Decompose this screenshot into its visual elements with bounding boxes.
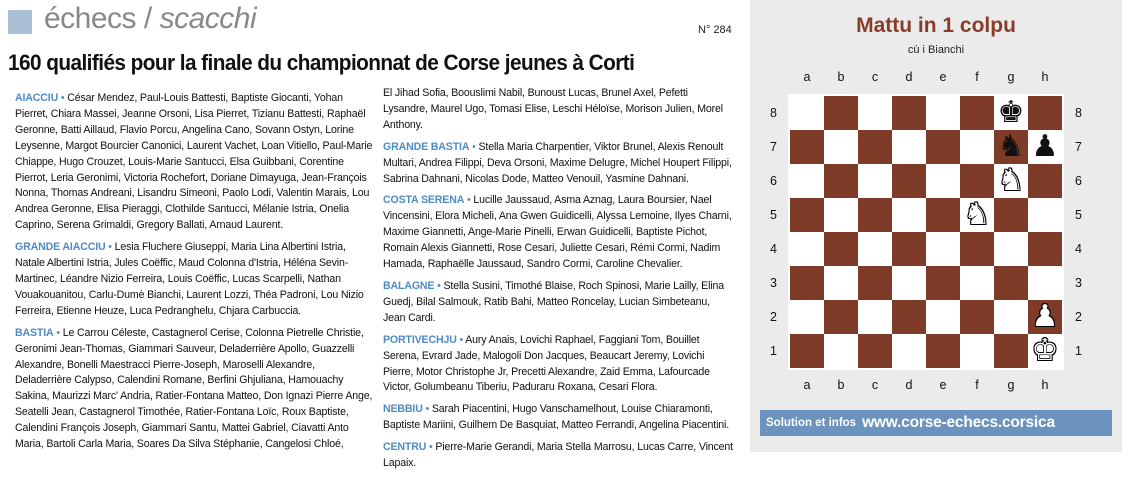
- file-label: b: [837, 70, 845, 84]
- square-g8[interactable]: [994, 96, 1028, 130]
- square-f4[interactable]: [960, 232, 994, 266]
- bullet-icon: •: [469, 140, 479, 153]
- article-column-2: [383, 86, 733, 478]
- square-h5[interactable]: [1028, 198, 1062, 232]
- chess-board: [790, 96, 1062, 368]
- rank-label: 6: [770, 174, 777, 188]
- file-label: a: [803, 70, 811, 84]
- square-h8[interactable]: [1028, 96, 1062, 130]
- region-paragraph: [383, 279, 733, 327]
- square-e5[interactable]: [926, 198, 960, 232]
- square-b6[interactable]: [824, 164, 858, 198]
- bullet-icon: •: [426, 441, 436, 454]
- player-list: Aury Anais, Lovichi Raphael, Faggiani Tom, Bouillet Serena, Evrard Jade, Malogoli Don Jacques, Beaucart Jeremy, Lovichi Pierre, Motor Christophe Jr, Precetti Alexandre, Zaid Emma, Lafourcade Victor, Golumbeanu Tiberiu, Paduraru Roxana, Cesari Flora.: [383, 333, 710, 394]
- bullet-icon: •: [464, 194, 474, 207]
- player-list: Stella Maria Charpentier, Viktor Brunel, Alexis Renoult Multari, Andrea Filippi, Deva Orsoni, Maxime Delugre, Michel Houpert Filippi, Sabrina Dahnani, Nicolas Dode, Matteo Venouil, Yasmine Dahnani.: [383, 140, 732, 185]
- square-g2[interactable]: [994, 300, 1028, 334]
- square-c4[interactable]: [858, 232, 892, 266]
- footer-label: Solution et infos: [766, 417, 857, 429]
- square-f8[interactable]: [960, 96, 994, 130]
- rank-label: 5: [770, 208, 777, 222]
- chess-puzzle-panel: [750, 0, 1122, 452]
- square-f2[interactable]: [960, 300, 994, 334]
- square-d6[interactable]: [892, 164, 926, 198]
- square-a8[interactable]: [790, 96, 824, 130]
- file-label: e: [939, 378, 947, 392]
- rank-label: 4: [770, 242, 777, 256]
- square-e2[interactable]: [926, 300, 960, 334]
- square-g3[interactable]: [994, 266, 1028, 300]
- square-a6[interactable]: [790, 164, 824, 198]
- square-f7[interactable]: [960, 130, 994, 164]
- region-paragraph: [383, 402, 733, 434]
- issue-number: N° 284: [698, 24, 732, 36]
- square-e8[interactable]: [926, 96, 960, 130]
- region-name: PORTIVECHJU: [383, 333, 457, 346]
- player-list: El Jihad Sofia, Boouslimi Nabil, Bunoust Lucas, Brunel Axel, Pefetti Lysandre, Maurel Ugo, Tomasi Elise, Leschi Héloïse, Morison Julien, Morel Anthony.: [383, 87, 723, 131]
- square-b7[interactable]: [824, 130, 858, 164]
- square-b5[interactable]: [824, 198, 858, 232]
- square-c3[interactable]: [858, 266, 892, 300]
- square-e6[interactable]: [926, 164, 960, 198]
- region-name: COSTA SERENA: [383, 194, 465, 207]
- square-a5[interactable]: [790, 198, 824, 232]
- file-label: d: [905, 70, 913, 84]
- file-label: h: [1041, 378, 1049, 392]
- header-square-icon: [8, 10, 32, 34]
- square-d4[interactable]: [892, 232, 926, 266]
- file-label: b: [837, 378, 845, 392]
- square-g5[interactable]: [994, 198, 1028, 232]
- region-paragraph: [383, 86, 733, 134]
- region-paragraph: [15, 91, 373, 234]
- square-e4[interactable]: [926, 232, 960, 266]
- square-e7[interactable]: [926, 130, 960, 164]
- file-label: d: [905, 378, 913, 392]
- region-paragraph: [383, 440, 733, 472]
- section-title-main: échecs /: [44, 2, 152, 35]
- rank-label: 3: [1075, 276, 1082, 290]
- file-label: a: [803, 378, 811, 392]
- file-labels-bottom: [790, 378, 1062, 392]
- rank-label: 7: [770, 140, 777, 154]
- puzzle-subtitle: cù i Bianchi: [907, 44, 965, 56]
- square-c2[interactable]: [858, 300, 892, 334]
- square-a2[interactable]: [790, 300, 824, 334]
- section-title: [44, 2, 256, 36]
- rank-labels-left: [770, 96, 777, 368]
- square-d1[interactable]: [892, 334, 926, 368]
- player-list: Lesia Fluchere Giuseppi, Maria Lina Albertini Istria, Natale Albertini Istria, Jules Coëffic, Maud Colonna d'Istria, Héléna Sevin-Martinec, Léandre Nizio Ferreira, Louis Coëffic, Lucas Scarpelli, Nathan Vouakouanitou, Carlu-Dumè Bianchi, Laurent Lozzi, Théa Padroni, Lou Nizio Ferreira, Etienne Heuze, Luca Pedranghelu, Chjara Carbuccia.: [15, 241, 364, 317]
- rank-label: 4: [1075, 242, 1082, 256]
- square-d3[interactable]: [892, 266, 926, 300]
- square-a4[interactable]: [790, 232, 824, 266]
- region-paragraph: [15, 240, 373, 320]
- square-e1[interactable]: [926, 334, 960, 368]
- file-labels-top: [790, 70, 1062, 84]
- white-knight-icon[interactable]: ♞: [963, 197, 991, 232]
- region-paragraph: [15, 326, 373, 453]
- black-pawn-icon[interactable]: ♟: [1031, 129, 1059, 164]
- rank-label: 6: [1075, 174, 1082, 188]
- file-label: f: [975, 378, 979, 392]
- square-f6[interactable]: [960, 164, 994, 198]
- rank-label: 2: [1075, 310, 1082, 324]
- square-f3[interactable]: [960, 266, 994, 300]
- file-label: c: [871, 378, 879, 392]
- square-h6[interactable]: [1028, 164, 1062, 198]
- square-h4[interactable]: [1028, 232, 1062, 266]
- square-f1[interactable]: [960, 334, 994, 368]
- square-c7[interactable]: [858, 130, 892, 164]
- rank-label: 7: [1075, 140, 1082, 154]
- bullet-icon: •: [58, 92, 68, 104]
- square-d7[interactable]: [892, 130, 926, 164]
- square-d2[interactable]: [892, 300, 926, 334]
- file-label: f: [975, 70, 979, 84]
- rank-label: 3: [770, 276, 777, 290]
- square-b4[interactable]: [824, 232, 858, 266]
- player-list: Stella Susini, Timothé Blaise, Roch Spinosi, Marie Lailly, Elina Guedj, Bilal Salmouk, Ratib Bahi, Matteo Roncelay, Lucian Simbeteanu, Jean Cardi.: [383, 279, 724, 324]
- player-list: César Mendez, Paul-Louis Battesti, Baptiste Giocanti, Yohan Pierret, Chiara Massei, Jeanne Orsoni, Lisa Pierret, Tizianu Battesti, Raphaël Geronne, Batti Aillaud, Flavio Porcu, Angelina Cano, Sovann Ostyn, Lorine Leysenne, Margot Bourcier Canonici, Laurent Vachet, Loan Vitiello, Paul-Marie Chiappe, Hugo Crouzet, Louis-Marie Santucci, Elsa Guibbani, Corentine Pierrot, Leria Geronimi, Victoria Rochefort, Doriane Dimayuga, Jean-François Nonna, Thomas Andreani, Lisandru Simeoni, Paolo Lodi, Valentin Marais, Lou Andrea Geronne, Elisa Pieraggi, Clothilde Santucci, Mélanie Istria, Onelia Caprino, Serena Grimaldi, Gregory Ballati, Arnaud Laurent.: [15, 92, 373, 232]
- square-c6[interactable]: [858, 164, 892, 198]
- bullet-icon: •: [456, 333, 466, 346]
- region-name: GRANDE BASTIA: [383, 140, 470, 153]
- region-paragraph: [383, 193, 733, 273]
- region-name: BASTIA: [15, 326, 54, 339]
- bullet-icon: •: [105, 241, 115, 254]
- file-label: g: [1007, 378, 1015, 392]
- square-h2[interactable]: [1028, 300, 1062, 334]
- solution-footer: [760, 410, 1112, 436]
- region-paragraph: [383, 140, 733, 188]
- white-knight-icon[interactable]: ♞: [997, 163, 1025, 198]
- black-knight-icon[interactable]: ♞: [997, 129, 1025, 164]
- rank-label: 5: [1075, 208, 1082, 222]
- file-label: h: [1041, 70, 1049, 84]
- square-g4[interactable]: [994, 232, 1028, 266]
- square-b2[interactable]: [824, 300, 858, 334]
- square-d8[interactable]: [892, 96, 926, 130]
- file-label: e: [939, 70, 947, 84]
- square-c5[interactable]: [858, 198, 892, 232]
- square-b3[interactable]: [824, 266, 858, 300]
- puzzle-title: Mattu in 1 colpu: [856, 14, 1016, 37]
- bullet-icon: •: [434, 279, 444, 292]
- player-list: Le Carrou Céleste, Castagnerol Cerise, Colonna Pietrelle Christie, Geronimi Jean-Thomas, Giammari Sauveur, Deladerrière Apollo, Guazzelli Alexandre, Bonelli Maestracci Pierre-Joseph, Maroselli Alexandre, Deladerrière Calypso, Calendini Romane, Berfini Ghjuliana, Hamouachy Sakina, Maurizzi Marc' Andria, Ratier-Fontana Matteo, Don Ignazi Pierre Ange, Seatelli Jean, Castagnerol Timothée, Ratier-Fontana Loïc, Roux Baptiste, Calendini François Joseph, Giammari Santu, Mattei Gabriel, Ciavatti Anto Maria, Bartoli Carla Maria, Soares Da Silva Stéphanie, Cangelosi Chloé,: [15, 326, 373, 451]
- player-list: Sarah Piacentini, Hugo Vanschamelhout, Louise Chiaramonti, Baptiste Mariini, Guilhem De Basquiat, Matteo Ferrandi, Angelina Piacentini.: [383, 403, 730, 432]
- square-a3[interactable]: [790, 266, 824, 300]
- square-a1[interactable]: [790, 334, 824, 368]
- square-e3[interactable]: [926, 266, 960, 300]
- bullet-icon: •: [53, 326, 63, 339]
- footer-url[interactable]: www.corse-echecs.corsica: [862, 414, 1055, 431]
- square-a7[interactable]: [790, 130, 824, 164]
- square-h3[interactable]: [1028, 266, 1062, 300]
- article-column-1: [15, 91, 373, 459]
- region-name: NEBBIU: [383, 403, 423, 416]
- player-list: Pierre-Marie Gerandi, Maria Stella Marrosu, Lucas Carre, Vincent Lapaix.: [383, 441, 733, 470]
- file-label: g: [1007, 70, 1015, 84]
- region-name: AIACCIU: [15, 92, 59, 104]
- square-b8[interactable]: [824, 96, 858, 130]
- square-g7[interactable]: [994, 130, 1028, 164]
- file-label: c: [871, 70, 879, 84]
- bullet-icon: •: [422, 403, 432, 416]
- section-title-italic: scacchi: [159, 2, 257, 35]
- rank-label: 1: [1075, 344, 1082, 358]
- region-paragraph: [383, 333, 733, 397]
- rank-label: 8: [770, 106, 777, 120]
- region-name: CENTRU: [383, 441, 427, 454]
- square-g1[interactable]: [994, 334, 1028, 368]
- rank-label: 8: [1075, 106, 1082, 120]
- rank-label: 1: [770, 344, 777, 358]
- white-pawn-icon[interactable]: ♟: [1031, 299, 1059, 334]
- rank-labels-right: [1075, 96, 1082, 368]
- square-b1[interactable]: [824, 334, 858, 368]
- square-h7[interactable]: [1028, 130, 1062, 164]
- region-name: GRANDE AIACCIU: [15, 241, 106, 254]
- square-c1[interactable]: [858, 334, 892, 368]
- rank-label: 2: [770, 310, 777, 324]
- player-list: Lucille Jaussaud, Asma Aznag, Laura Boursier, Nael Vincensini, Elora Micheli, Ana Gwen Guidicelli, Alyssa Lemoine, Ilyes Charni, Maxime Giannetti, Ange-Marie Pinelli, Erwan Guidicelli, Baptiste Pichot, Romain Alexis Giannetti, Rose Cesari, Juliette Cesari, Rémi Cormi, Nadim Hamada, Raphaëlle Jaussaud, Sandro Cormi, Caroline Chevalier.: [383, 194, 732, 271]
- headline: 160 qualifiés pour la finale du championnat de Corse jeunes à Corti: [8, 50, 635, 75]
- white-king-icon[interactable]: ♚: [1031, 333, 1059, 368]
- square-g6[interactable]: [994, 164, 1028, 198]
- region-name: BALAGNE: [383, 279, 435, 292]
- black-king-icon[interactable]: ♚: [997, 95, 1025, 130]
- square-d5[interactable]: [892, 198, 926, 232]
- square-h1[interactable]: [1028, 334, 1062, 368]
- square-f5[interactable]: [960, 198, 994, 232]
- square-c8[interactable]: [858, 96, 892, 130]
